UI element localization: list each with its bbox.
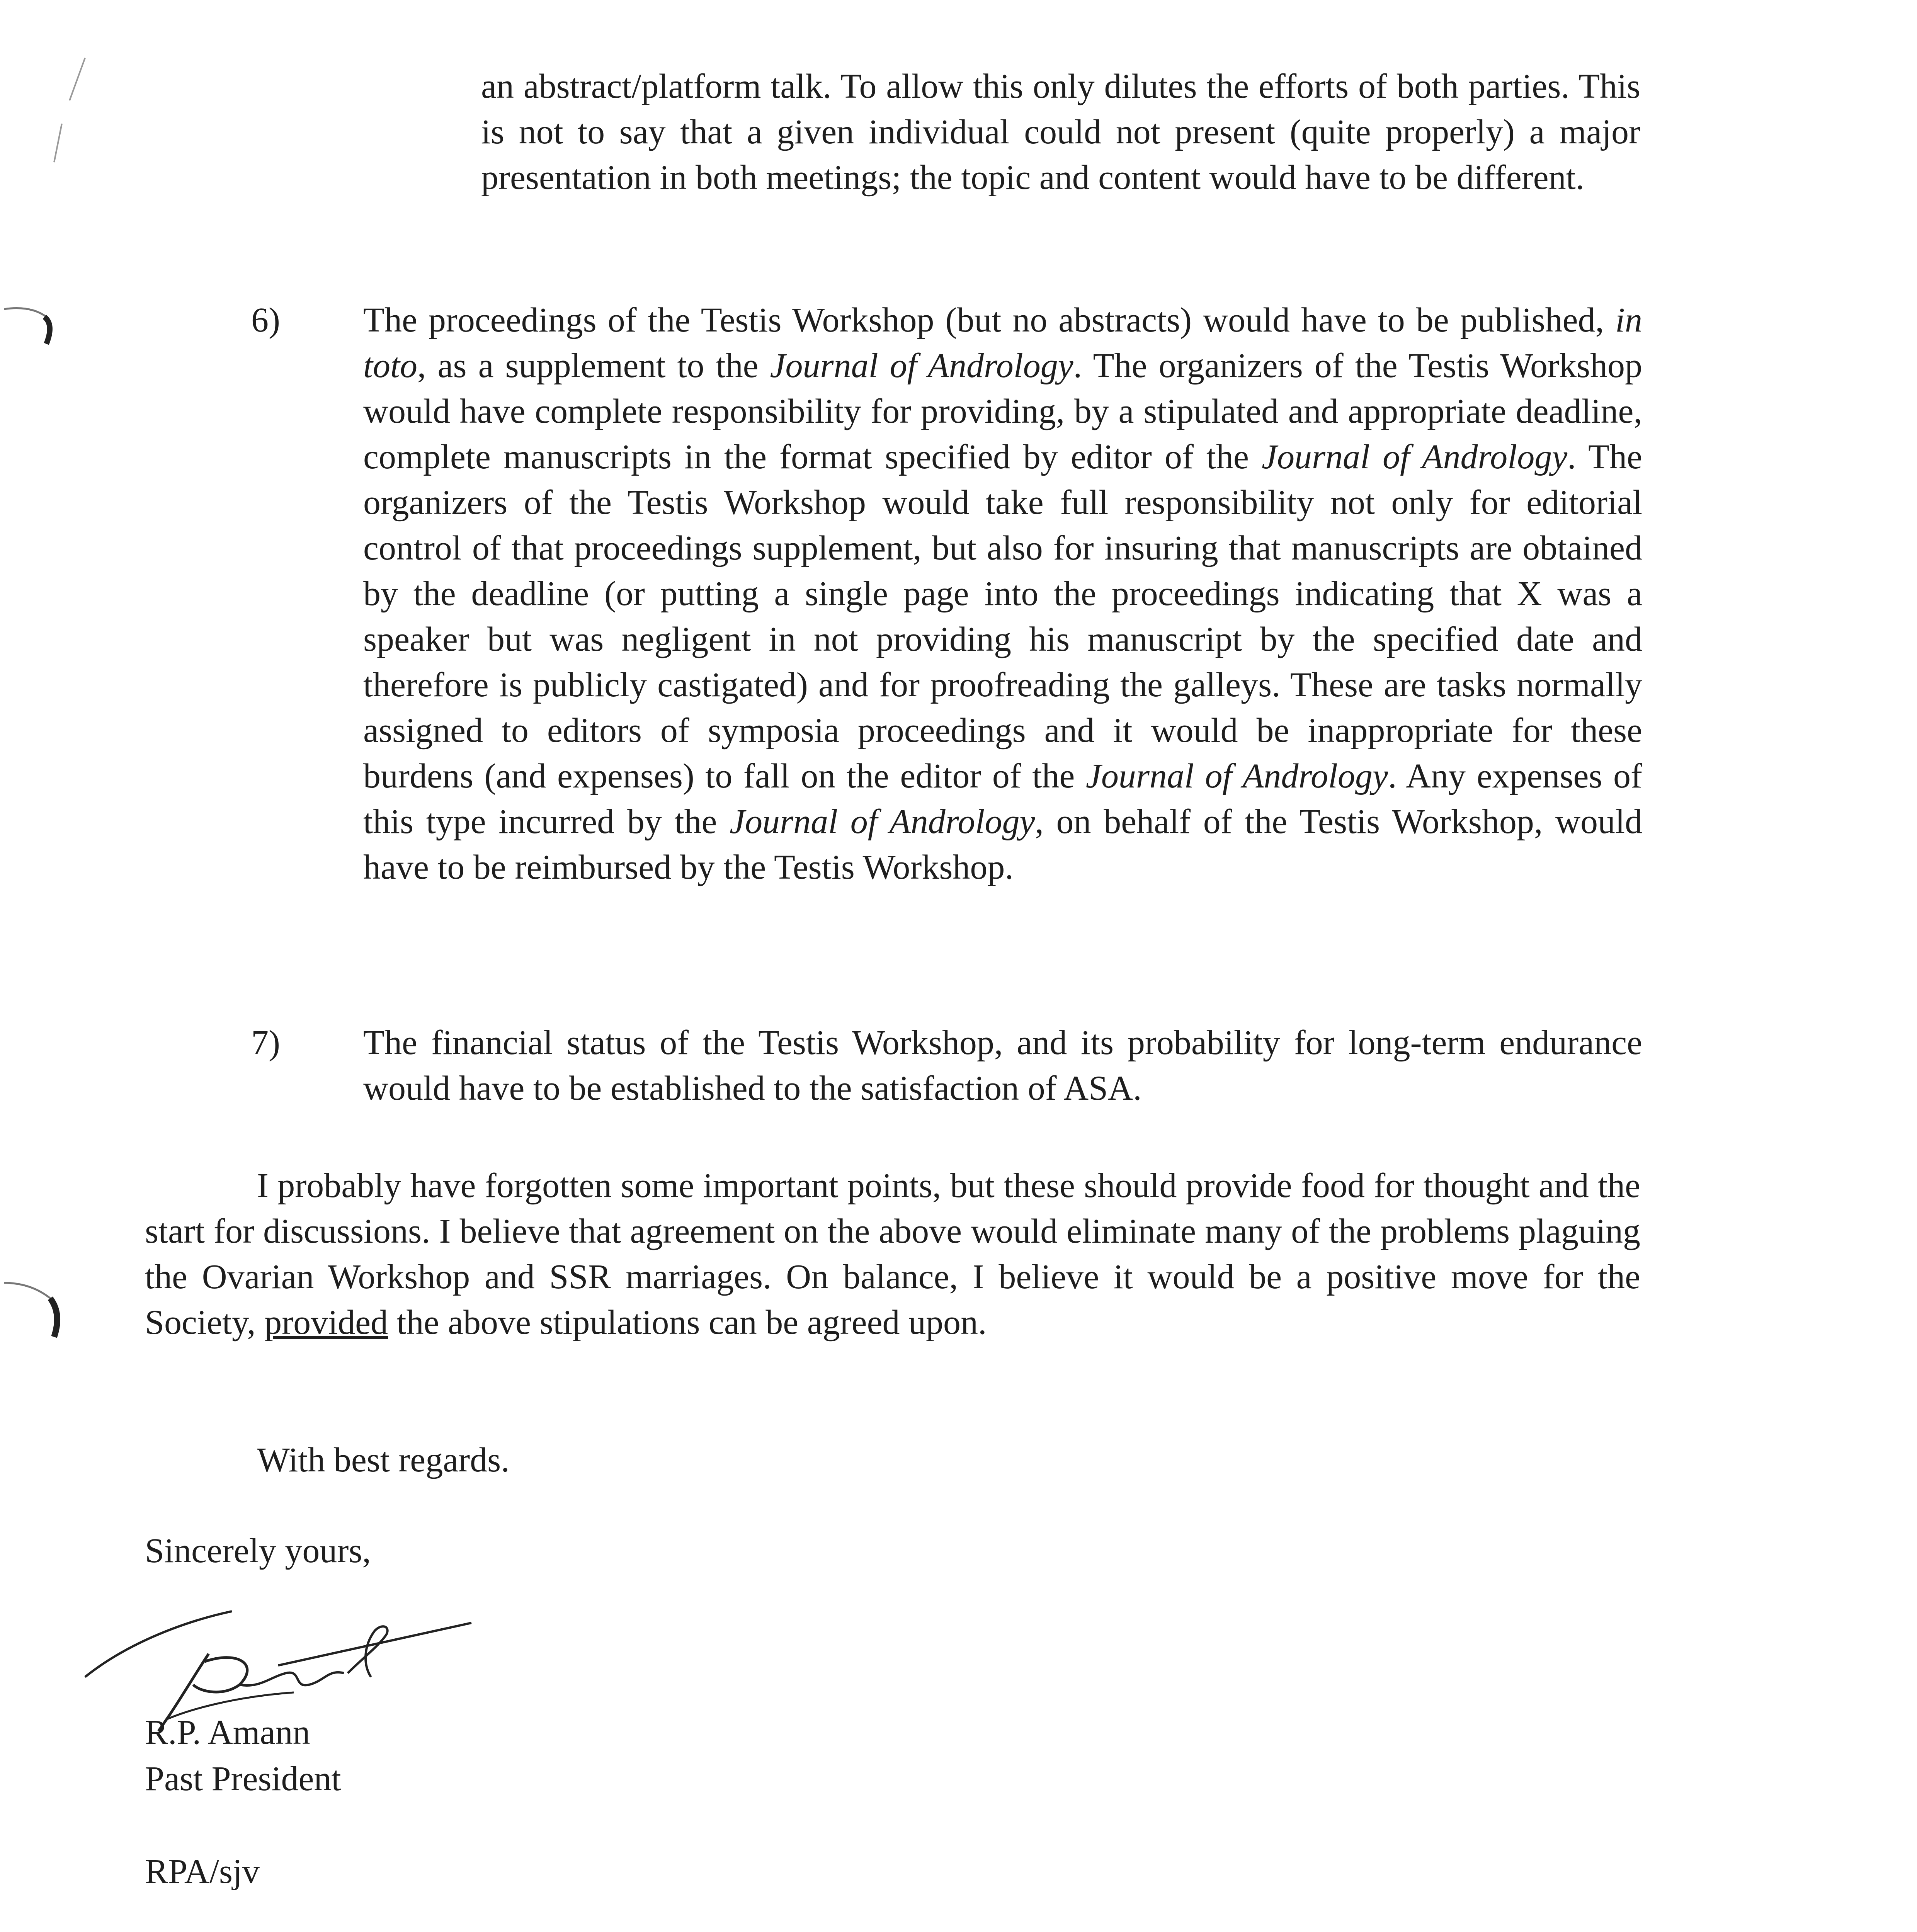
typist-initials: RPA/sjv (145, 1852, 260, 1891)
signer-name: R.P. Amann (145, 1713, 310, 1752)
list-item-number: 6) (251, 301, 280, 339)
list-item-body: The financial status of the Testis Workshop, and its probability for long-term endurance would have to be established to the satisfaction of ASA. (363, 1024, 1642, 1107)
sign-off: Sincerely yours, (145, 1532, 371, 1570)
signer-title: Past President (145, 1760, 341, 1798)
scan-mark-top (46, 54, 93, 170)
closing-paragraph: I probably have forgotten some important points, but these should provide food for thought and the start for discussions. I believe that agreement on the above would eliminate many of the problems plaguing the Ovarian Workshop and SSR marriages. On balance, I believe it would be a positive move for the Society, provided the above stipulations can be agreed upon. (145, 1167, 1640, 1342)
hole-punch-mark-2 (4, 1275, 66, 1345)
list-item-number: 7) (251, 1024, 280, 1062)
continuation-paragraph: an abstract/platform talk. To allow this only dilutes the efforts of both parties. This is not to say that a given individual could not present (quite properly) a major presentation in both meetings; the topic and content would have to be different. (481, 67, 1640, 197)
regards-line: With best regards. (257, 1441, 510, 1479)
hole-punch-mark-1 (4, 301, 66, 355)
list-item-body: The proceedings of the Testis Workshop (but no abstracts) would have to be published, in toto, as a supplement to the Journal of Andrology. The organizers of the Testis Workshop would have complete responsibility for providing, by a stipulated and appropriate deadline, complete manuscripts in the format specified by editor of the Journal of Andrology. The organizers of the Testis Workshop would take full responsibility not only for editorial control of that proceedings supplement, but also for insuring that manuscripts are obtained by the deadline (or putting a single page into the proceedings indicating that X was a speaker but was negligent in not providing his manuscript by the specified date and therefore is publicly castigated) and for proofreading the galleys. These are tasks normally assigned to editors of symposia proceedings and it would be inappropriate for these burdens (and expenses) to fall on the editor of the Journal of Andrology. Any expenses of this type incurred by the Journal of Andrology, on behalf of the Testis Workshop, would have to be reimbursed by the Testis Workshop. (363, 301, 1643, 886)
